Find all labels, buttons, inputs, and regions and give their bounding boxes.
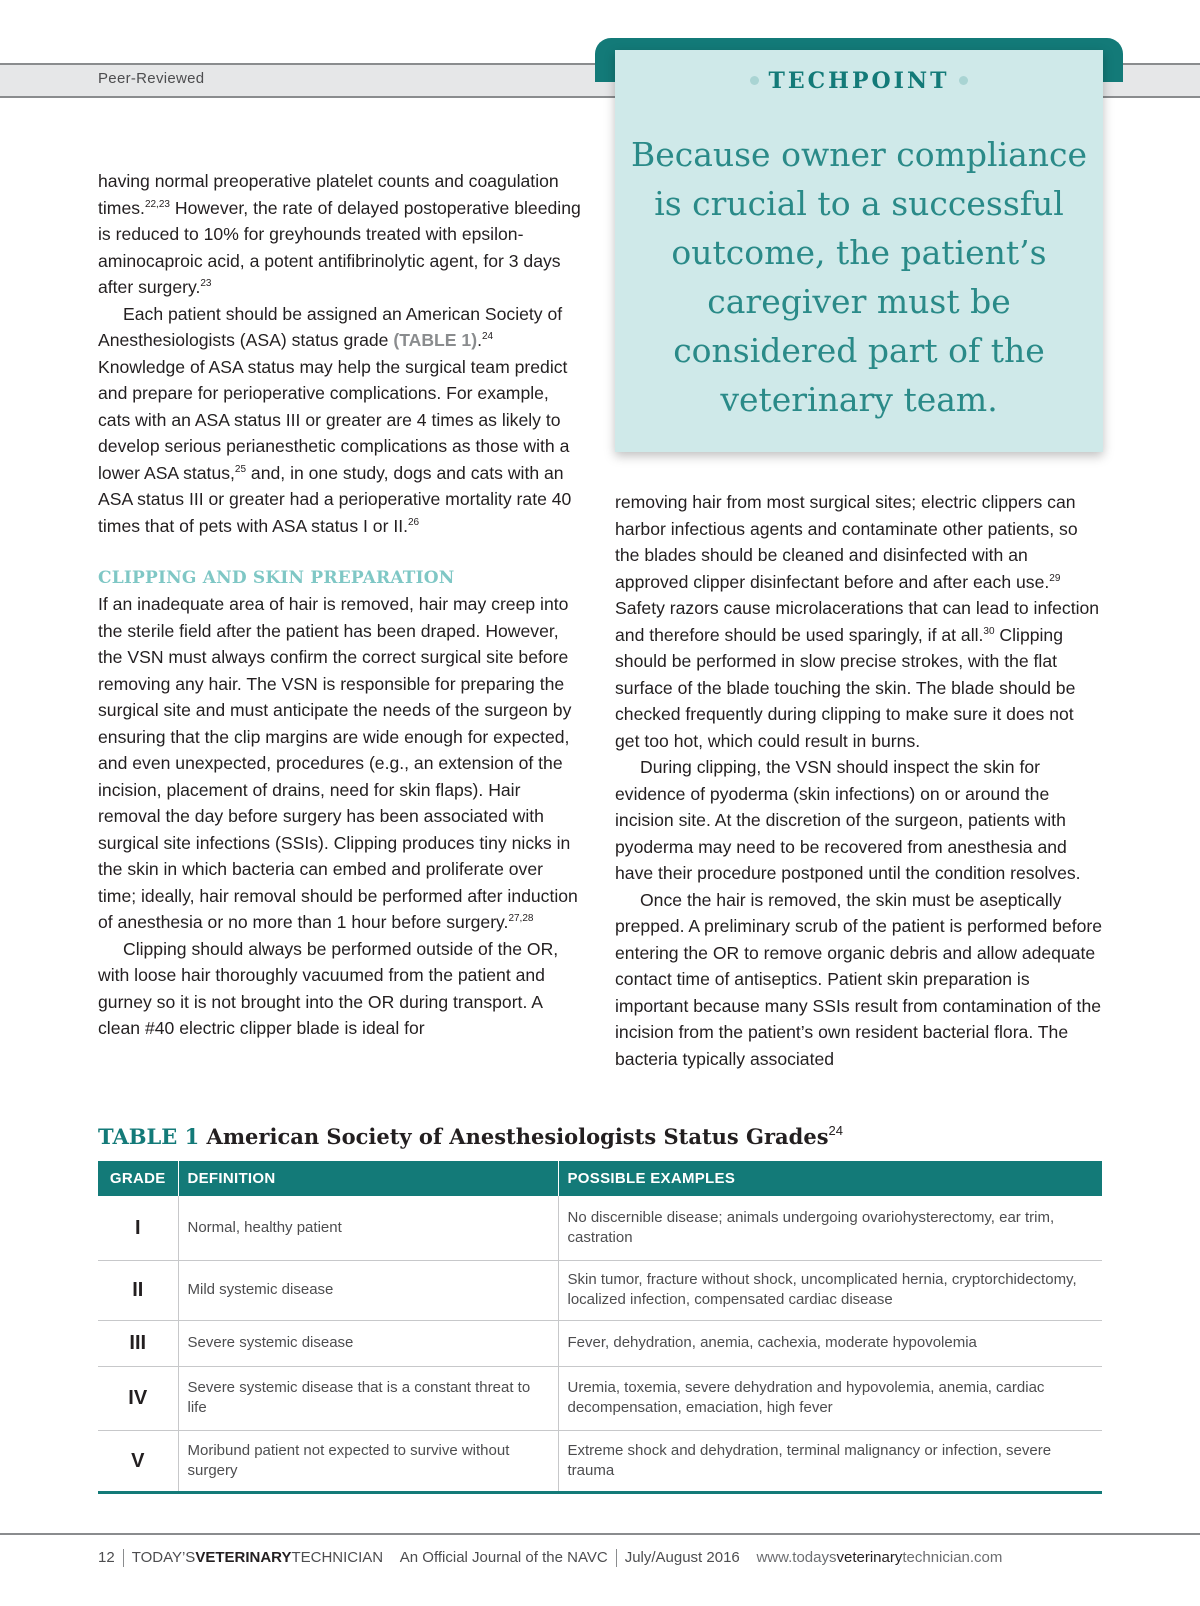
table-title — [98, 1124, 843, 1149]
dot-icon — [959, 76, 968, 85]
reference: 25 — [234, 463, 247, 475]
issue-date: July/August 2016 — [624, 1549, 740, 1566]
dot-icon — [750, 76, 759, 85]
footer-separator — [616, 1549, 617, 1567]
footer-separator — [123, 1549, 124, 1567]
grade-cell: II — [98, 1260, 178, 1320]
column-header-definition: DEFINITION — [178, 1161, 558, 1196]
reference: 30 — [983, 625, 995, 637]
examples-cell: Extreme shock and dehydration, terminal malignancy or infection, severe trauma — [558, 1430, 1102, 1492]
reference: 24 — [481, 331, 494, 342]
table-row — [98, 1430, 1102, 1492]
grade-cell: III — [98, 1320, 178, 1366]
column-header-grade: GRADE — [98, 1161, 178, 1196]
page-number: 12 — [98, 1549, 115, 1566]
reference: 22,23 — [144, 198, 170, 210]
table-reference-link[interactable]: (TABLE 1) — [393, 330, 478, 350]
techpoint-title-text: TECHPOINT — [768, 68, 950, 94]
table-title-text: American Society of Anesthesiologists Status Grades — [206, 1124, 829, 1149]
journal-brand: TODAY’SVETERINARYTECHNICIAN — [131, 1549, 384, 1566]
table-row — [98, 1320, 1102, 1366]
column-header-examples: POSSIBLE EXAMPLES — [558, 1161, 1102, 1196]
reference: 24 — [828, 1123, 843, 1138]
journal-url[interactable]: www.todaysveterinarytechnician.com — [756, 1549, 1003, 1566]
journal-tagline: An Official Journal of the NAVC — [399, 1549, 608, 1566]
paragraph: Each patient should be assigned an American Society of Anesthesiologists (ASA) status grade (TABLE 1).$^{24}$ Knowledge of ASA status may help the surgical team predict and prepare for perioperative complications. For example, cats with an ASA status III or greater are 4 times as likely to develop serious perianesthetic complications as those with a lower ASA status,$^{25}$ and, in one study, dogs and cats with an ASA status III or greater had a perioperative mortality rate 40 times that of pets with ASA status I or II.$^{26}$ — [98, 303, 572, 536]
paragraph: During clipping, the VSN should inspect the skin for evidence of pyoderma (skin infections) on or around the incision site. At the discretion of the surgeon, patients with pyoderma may need to be recovered from anesthesia and have their procedure postponed until the condition resolves. — [615, 757, 1081, 883]
paragraph: If an inadequate area of hair is removed, hair may creep into the sterile field after the patient has been draped. However, the VSN must always confirm the correct surgical site before removing any hair. The VSN is responsible for preparing the surgical site and must anticipate the needs of the surgeon by ensuring that the clip margins are wide enough for expected, and even unexpected, procedures (e.g., an extension of the incision, placement of drains, need for skin flaps). Hair removal the day before surgery has been associated with surgical site infections (SSIs). Clipping produces tiny nicks in the skin in which bacteria can embed and proliferate over time; ideally, hair removal should be performed after induction of anesthesia or no more than 1 hour before surgery.$^{27,28}$ — [98, 594, 578, 932]
paragraph: removing hair from most surgical sites; electric clippers can harbor infectious agents and contaminate other patients, so the blades should be cleaned and disinfected with an approved clipper disinfectant before and after each use.$^{29}$ Safety razors cause microlacerations that can lead to infection and therefore should be used sparingly, if at all.$^{30}$ Clipping should be performed in slow precise strokes, with the flat surface of the blade touching the skin. The blade should be checked frequently during clipping to make sure it does not get too hot, which could result in burns. — [615, 492, 1100, 751]
reference: 23 — [200, 278, 212, 289]
footer-divider — [0, 1533, 1200, 1535]
reference: 27,28 — [508, 913, 534, 924]
section-label: Peer-Reviewed — [98, 70, 205, 87]
grade-cell: IV — [98, 1366, 178, 1430]
grade-cell: I — [98, 1196, 178, 1260]
techpoint-title — [615, 68, 1103, 94]
examples-cell: Uremia, toxemia, severe dehydration and hypovolemia, anemia, cardiac decompensation, emaciation, high fever — [558, 1366, 1102, 1430]
left-column — [98, 168, 584, 1042]
table-label: TABLE 1 — [98, 1124, 200, 1149]
definition-cell: Severe systemic disease that is a constant threat to life — [178, 1366, 558, 1430]
definition-cell: Normal, healthy patient — [178, 1196, 558, 1260]
paragraph: Once the hair is removed, the skin must be aseptically prepped. A preliminary scrub of the patient is performed before entering the OR to remove organic debris and allow adequate contact time of antiseptics. Patient skin preparation is important because many SSIs result from contamination of the incision from the patient’s own resident bacterial flora. The bacteria typically associated — [615, 889, 1103, 1069]
examples-cell: Fever, dehydration, anemia, cachexia, moderate hypovolemia — [558, 1320, 1102, 1366]
paragraph: having normal preoperative platelet counts and coagulation times.$^{22,23}$ However, the rate of delayed postoperative bleeding is reduced to 10% for greyhounds treated with epsilon-aminocaproic acid, a potent antifibrinolytic agent, for 3 days after surgery.$^{23}$ — [98, 171, 581, 297]
paragraph: Clipping should always be performed outside of the OR, with loose hair thoroughly vacuumed from the patient and gurney so it is not brought into the OR during transport. A clean #40 electric clipper blade is ideal for — [98, 938, 559, 1038]
examples-cell: No discernible disease; animals undergoing ovariohysterectomy, ear trim, castration — [558, 1196, 1102, 1260]
definition-cell: Moribund patient not expected to survive without surgery — [178, 1430, 558, 1492]
examples-cell: Skin tumor, fracture without shock, uncomplicated hernia, cryptorchidectomy, localized infection, compensated cardiac disease — [558, 1260, 1102, 1320]
reference: 29 — [1049, 572, 1061, 584]
table-row — [98, 1260, 1102, 1320]
techpoint-quote: Because owner compliance is crucial to a successful outcome, the patient’s caregiver must be considered part of the veterinary team. — [630, 135, 1088, 419]
table-row — [98, 1196, 1102, 1260]
definition-cell: Mild systemic disease — [178, 1260, 558, 1320]
section-heading: CLIPPING AND SKIN PREPARATION — [98, 568, 455, 588]
table-header-row — [98, 1161, 1102, 1196]
page-footer — [98, 1549, 1002, 1567]
right-column — [615, 489, 1103, 1072]
grade-cell: V — [98, 1430, 178, 1492]
definition-cell: Severe systemic disease — [178, 1320, 558, 1366]
techpoint-callout — [615, 50, 1103, 452]
table-row — [98, 1366, 1102, 1430]
asa-status-table — [98, 1161, 1102, 1494]
reference: 26 — [408, 516, 420, 528]
